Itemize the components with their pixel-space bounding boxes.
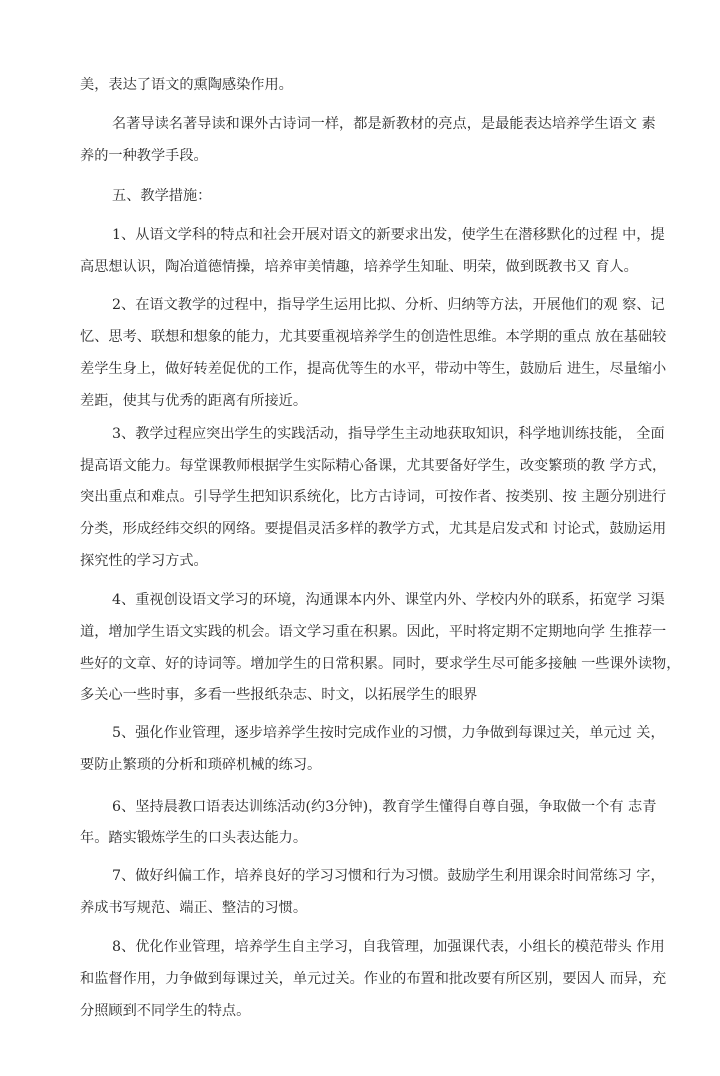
- paragraph-line: 8、优化作业管理，培养学生自主学习，自我管理，加强课代表，小组长的模范带头 作用: [112, 939, 665, 955]
- paragraph-line: 年。踏实锻炼学生的口头表达能力。: [80, 830, 308, 846]
- paragraph-line: 忆、思考、联想和想象的能力，尤其要重视培养学生的创造性思维。本学期的重点 放在基础较: [80, 329, 667, 345]
- paragraph-line: 多关心一些时事，多看一些报纸杂志、时文，以拓展学生的眼界: [80, 687, 478, 703]
- paragraph-line: 高思想认识，陶冶道德情操，培养审美情趣，培养学生知耻、明荣，做到既教书又 育人。: [80, 259, 638, 275]
- paragraph-line: 探究性的学习方式。: [80, 553, 208, 569]
- paragraph-line: 提高语文能力。每堂课教师根据学生实际精心备课，尤其要备好学生，改变繁琐的教 学方式，: [80, 458, 667, 474]
- paragraph-line: 美，表达了语文的熏陶感染作用。: [80, 77, 293, 93]
- paragraph-line: 5、强化作业管理，逐步培养学生按时完成作业的习惯，力争做到每课过关，单元过 关，: [112, 725, 665, 741]
- paragraph-line: 3、教学过程应突出学生的实践活动，指导学生主动地获取知识，科学地训练技能， 全面: [112, 426, 665, 442]
- paragraph-line: 五、教学措施：: [112, 188, 212, 204]
- paragraph-line: 差学生身上，做好转差促优的工作，提高优等生的水平，带动中等生，鼓励后 进生，尽量缩小: [80, 361, 667, 377]
- paragraph-line: 2、在语文教学的过程中，指导学生运用比拟、分析、归纳等方法，开展他们的观 察、记: [112, 297, 665, 313]
- paragraph-line: 要防止繁琐的分析和琐碎机械的练习。: [80, 757, 322, 773]
- paragraph-line: 1、从语文学科的特点和社会开展对语文的新要求出发，使学生在潜移默化的过程 中，提: [112, 227, 665, 243]
- paragraph-line: 分照顾到不同学生的特点。: [80, 1003, 251, 1019]
- paragraph-line: 6、坚持晨教口语表达训练活动(约3分钟)，教育学生懂得自尊自强，争取做一个有 志青: [112, 799, 657, 815]
- paragraph-line: 分类，形成经纬交织的网络。要提倡灵活多样的教学方式，尤其是启发式和 讨论式，鼓励运用: [80, 521, 667, 537]
- paragraph-line: 名著导读名著导读和课外古诗词一样，都是新教材的亮点，是最能表达培养学生语文 素: [112, 116, 656, 132]
- paragraph-line: 和监督作用，力争做到每课过关，单元过关。作业的布置和批改要有所区别，要因人 而异，充: [80, 971, 667, 987]
- paragraph-line: 突出重点和难点。引导学生把知识系统化，比方古诗词，可按作者、按类别、按 主题分别进行: [80, 489, 667, 505]
- paragraph-line: 4、重视创设语文学习的环境，沟通课本内外、课堂内外、学校内外的联系，拓宽学 习渠: [112, 592, 665, 608]
- paragraph-line: 养的一种教学手段。: [80, 148, 208, 164]
- paragraph-line: 些好的文章、好的诗词等。增加学生的日常积累。同时，要求学生尽可能多接触 一些课外读物，: [80, 656, 681, 672]
- paragraph-line: 差距，使其与优秀的距离有所接近。: [80, 393, 308, 409]
- paragraph-line: 道，增加学生语文实践的机会。语文学习重在积累。因此，平时将定期不定期地向学 生推荐一: [80, 624, 667, 640]
- paragraph-line: 养成书写规范、端正、整洁的习惯。: [80, 900, 308, 916]
- paragraph-line: 7、做好纠偏工作，培养良好的学习习惯和行为习惯。鼓励学生利用课余时间常练习 字，: [112, 868, 665, 884]
